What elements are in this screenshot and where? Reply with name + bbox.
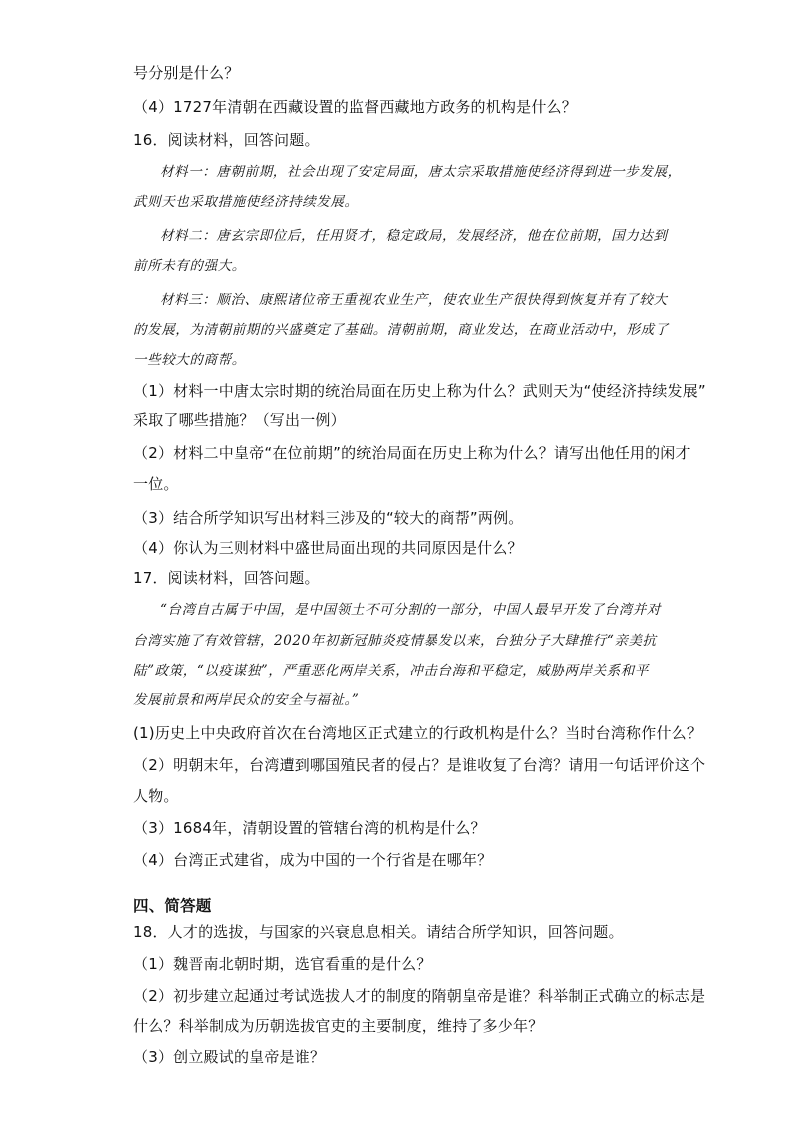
section-heading: 四、简答题 xyxy=(133,897,212,915)
text-line: （3）1684年，清朝设置的管辖台湾的机构是什么？ xyxy=(133,819,486,837)
text-line: (1)历史上中央政府首次在台湾地区正式建立的行政机构是什么？当时台湾称作什么？ xyxy=(133,724,703,742)
text-line: 人物。 xyxy=(133,787,179,805)
question-heading: 16．阅读材料，回答问题。 xyxy=(133,131,320,149)
text-line: （2）明朝末年，台湾遭到哪国殖民者的侵占？是谁收复了台湾？请用一句话评价这个 xyxy=(133,756,706,774)
material-text: 一些较大的商帮。 xyxy=(133,352,246,368)
text-line: （2）材料二中皇帝“在位前期”的统治局面在历史上称为什么？请写出他任用的闲才 xyxy=(133,444,691,462)
text-line: 一位。 xyxy=(133,475,179,493)
material-text: 材料二：唐玄宗即位后，任用贤才，稳定政局，发展经济，他在位前期，国力达到 xyxy=(160,228,668,244)
text-line: 什么？科举制成为历朝选拔官吏的主要制度，维持了多少年？ xyxy=(133,1017,544,1035)
text-line: （4）1727年清朝在西藏设置的监督西藏地方政务的机构是什么？ xyxy=(133,98,577,116)
text-line: 号分别是什么？ xyxy=(133,64,240,82)
question-heading: 17．阅读材料，回答问题。 xyxy=(133,569,320,587)
material-text: 台湾实施了有效管辖，2020年初新冠肺炎疫情暴发以来，台独分子大肆推行“亲美抗 xyxy=(133,633,657,649)
text-line: （4）台湾正式建省，成为中国的一个行省是在哪年？ xyxy=(133,851,493,869)
text-line: （1）魏晋南北朝时期，选官看重的是什么？ xyxy=(133,955,432,973)
text-line: 采取了哪些措施？（写出一例） xyxy=(133,411,346,429)
material-text: 材料三：顺治、康熙诸位帝王重视农业生产，使农业生产很快得到恢复并有了较大 xyxy=(160,292,668,308)
material-text: 发展前景和两岸民众的安全与福祉。” xyxy=(133,692,360,708)
text-line: （3）结合所学知识写出材料三涉及的“较大的商帮”两例。 xyxy=(133,509,524,527)
text-line: （4）你认为三则材料中盛世局面出现的共同原因是什么？ xyxy=(133,539,523,557)
text-line: （3）创立殿试的皇帝是谁？ xyxy=(133,1048,326,1066)
text-line: （1）材料一中唐太宗时期的统治局面在历史上称为什么？武则天为“使经济持续发展” xyxy=(133,382,706,400)
material-text: “台湾自古属于中国，是中国领土不可分割的一部分，中国人最早开发了台湾并对 xyxy=(160,602,662,618)
text-line: （2）初步建立起通过考试选拔人才的制度的隋朝皇帝是谁？科举制正式确立的标志是 xyxy=(133,987,706,1005)
question-heading: 18．人才的选拔，与国家的兴衰息息相关。请结合所学知识，回答问题。 xyxy=(133,923,624,941)
material-text: 的发展，为清朝前期的兴盛奠定了基础。清朝前期，商业发达，在商业活动中，形成了 xyxy=(133,322,669,338)
material-text: 陆”政策，“以疫谋独”，严重恶化两岸关系，冲击台海和平稳定，威胁两岸关系和平 xyxy=(133,663,650,679)
material-text: 材料一：唐朝前期，社会出现了安定局面，唐太宗采取措施使经济得到进一步发展， xyxy=(160,164,682,180)
material-text: 前所未有的强大。 xyxy=(133,258,246,274)
material-text: 武则天也采取措施使经济持续发展。 xyxy=(133,194,359,210)
